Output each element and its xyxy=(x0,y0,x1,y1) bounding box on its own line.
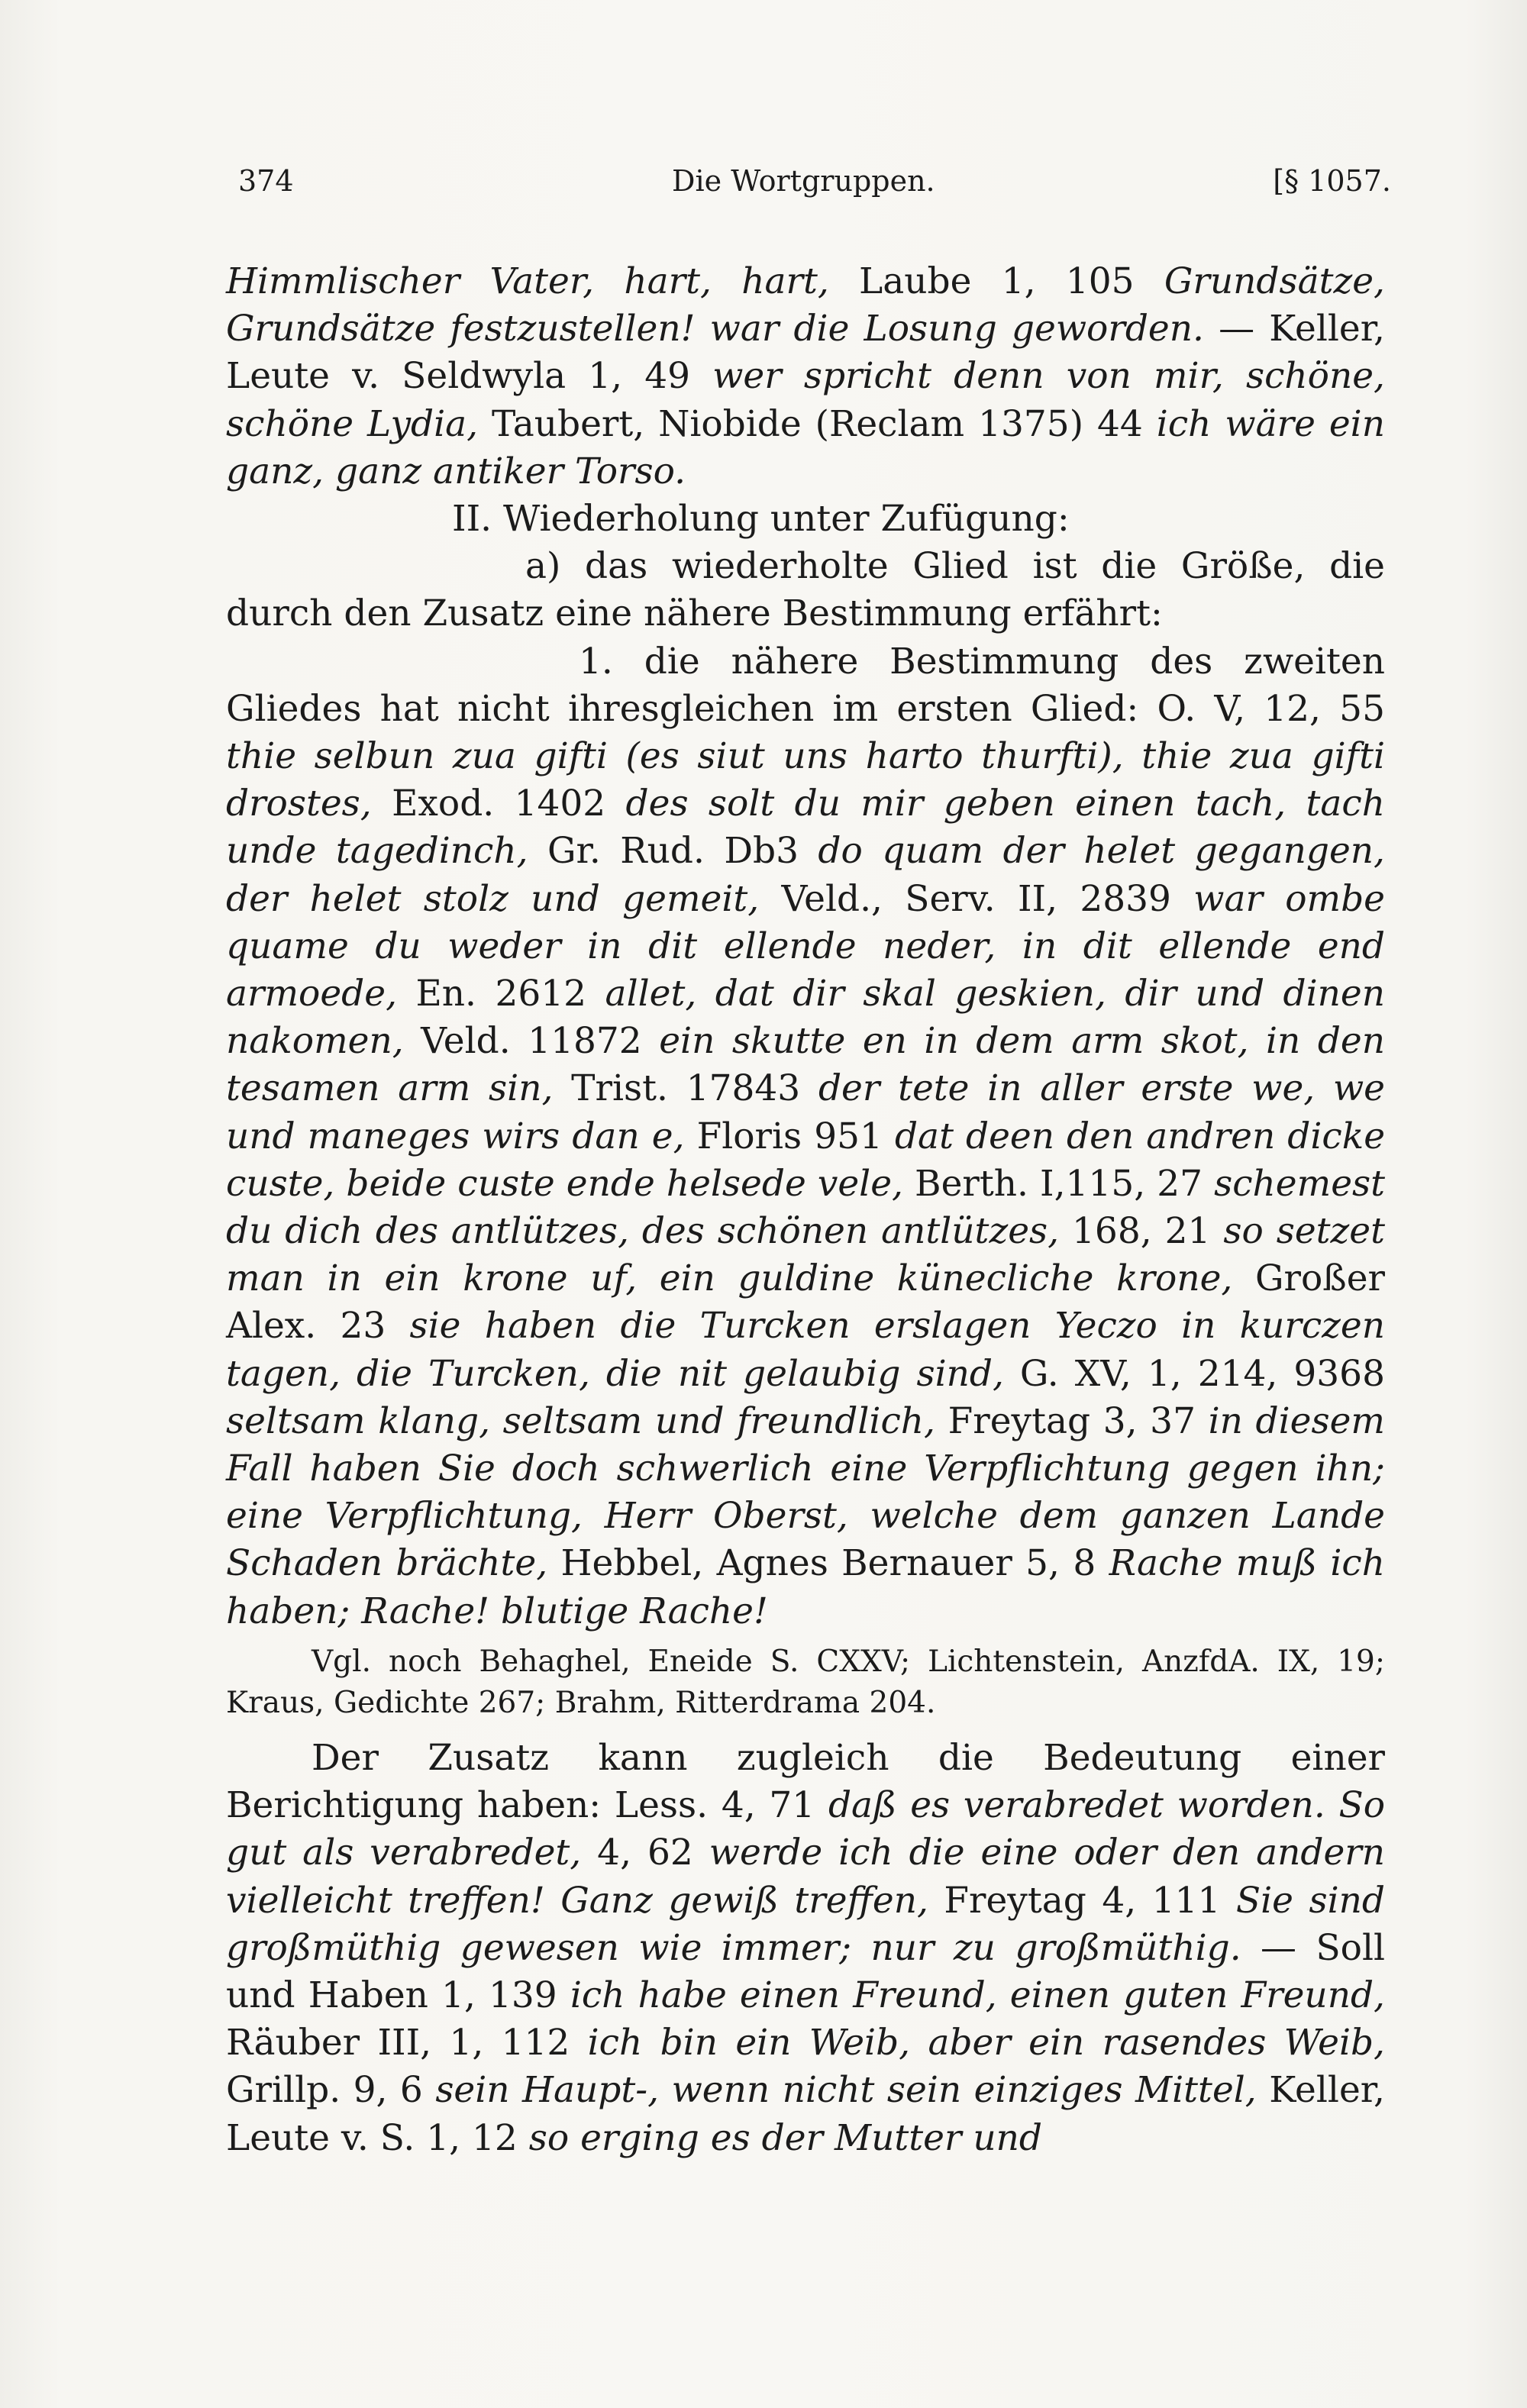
italic-quote: daß es verabredet worden. So gut als verabredet, xyxy=(226,1784,1385,1874)
footnote-references: Vgl. noch Behaghel, Eneide S. CXXV; Lichtenstein, AnzfdA. IX, 19; Kraus, Gedichte 267; Brahm, Ritterdrama 204. xyxy=(226,1644,1385,1720)
italic-quote: ein skutte en in dem arm skot, in den tesamen arm sin, xyxy=(226,1020,1386,1110)
citation-text: Berth. I,115, 27 xyxy=(902,1162,1215,1205)
italic-quote: werde ich die eine oder den andern vielleicht treffen! Ganz gewiß treffen, xyxy=(226,1832,1386,1922)
citation-text: Trist. 17843 xyxy=(553,1067,818,1110)
citation-text: Keller, Leute v. S. 1, 12 xyxy=(226,2069,1385,2159)
italic-quote: do quam der helet gegangen, der helet stolz und gemeit, xyxy=(226,830,1385,920)
citation-text: Freytag 4, 111 xyxy=(928,1879,1236,1922)
citation-text: Freytag 3, 37 xyxy=(935,1399,1209,1442)
italic-quote: schemest du dich des antlützes, des schönen antlützes, xyxy=(226,1162,1386,1253)
paragraph-examples-2 xyxy=(226,638,1385,1635)
italic-quote: so erging es der Mutter und xyxy=(528,2116,1042,2159)
italic-quote: allet, dat dir skal geskien, dir und dinen nakomen, xyxy=(226,973,1386,1063)
citation-text: Veld. 11872 xyxy=(403,1020,660,1063)
italic-quote: Rache muß ich haben; Rache! blutige Rache! xyxy=(226,1542,1386,1632)
running-title: Die Wortgruppen. xyxy=(672,164,935,198)
citation-text: — Soll und Haben 1, 139 xyxy=(226,1926,1386,2016)
italic-quote: in diesem Fall haben Sie doch schwerlich eine Verpflichtung gegen ihn; eine Verpflichtung, Herr Oberst, welche dem ganzen Lande Schaden brächte, xyxy=(226,1399,1385,1585)
citation-text: Grillp. 9, 6 xyxy=(226,2069,436,2112)
citation-text: En. 2612 xyxy=(397,973,605,1015)
citation-text: Exod. 1402 xyxy=(371,783,626,825)
citation-text: — Keller, Leute v. Seldwyla 1, 49 xyxy=(226,308,1385,398)
italic-quote: sein Haupt-, wenn nicht sein einziges Mittel, xyxy=(435,2069,1257,2112)
citation-text: 4, 62 xyxy=(581,1832,709,1874)
italic-quote: des solt du mir geben einen tach, tach unde tagedinch, xyxy=(226,783,1385,873)
italic-quote: ich bin ein Weib, aber ein rasendes Weib, xyxy=(587,2022,1385,2064)
italic-quote: ich wäre ein ganz, ganz antiker Torso. xyxy=(226,402,1385,492)
citation-text: Der Zusatz kann zugleich die Bedeutung einer Berichtigung haben: Less. 4, 71 xyxy=(226,1736,1385,1827)
italic-quote: wer spricht denn von mir, schöne, schöne Lydia, xyxy=(226,355,1385,445)
page-number: 374 xyxy=(238,164,294,198)
italic-quote: dat deen den andren dicke custe, beide custe ende helsede vele, xyxy=(226,1115,1386,1205)
citation-text: Veld., Serv. II, 2839 xyxy=(759,877,1194,920)
paragraph-examples-1 xyxy=(226,258,1385,495)
citation-text: Hebbel, Agnes Bernauer 5, 8 xyxy=(547,1542,1109,1585)
italic-quote: war ombe quame du weder in dit ellende neder, in dit ellende end armoede, xyxy=(226,877,1385,1015)
italic-quote: sie haben die Turcken erslagen Yeczo in kurczen tagen, die Turcken, die nit gelaubig sind, xyxy=(226,1305,1385,1395)
heading-ii: II. Wiederholung unter Zufügung: xyxy=(452,498,1070,541)
italic-quote: Himmlischer Vater, hart, hart, xyxy=(226,260,829,302)
page-body xyxy=(226,258,1385,2162)
subheading-a: a) das wiederholte Glied ist die Größe, die durch den Zusatz eine nähere Bestimmung erfährt: xyxy=(226,545,1385,635)
italic-quote: der tete in aller erste we, we und maneges wirs dan e, xyxy=(226,1067,1385,1157)
page-header xyxy=(238,164,1391,210)
citation-text: Großer Alex. 23 xyxy=(226,1257,1385,1348)
paragraph-examples-3 xyxy=(226,1735,1385,2162)
citation-text: 168, 21 xyxy=(1059,1210,1224,1253)
citation-text: Taubert, Niobide (Reclam 1375) 44 xyxy=(478,402,1157,445)
italic-quote: seltsam klang, seltsam und freundlich, xyxy=(226,1399,935,1442)
italic-quote: so setzet man in ein krone uf, ein guldine künecliche krone, xyxy=(226,1210,1385,1300)
citation-text: 1. die nähere Bestimmung des zweiten Gliedes hat nicht ihresgleichen im ersten Glied: O. V, 12, 55 xyxy=(226,640,1385,730)
citation-text: Floris 951 xyxy=(684,1115,895,1157)
italic-quote: Grundsätze, Grundsätze festzustellen! war die Losung geworden. xyxy=(226,260,1385,350)
citation-text: Laube 1, 105 xyxy=(828,260,1164,302)
section-number: [§ 1057. xyxy=(1273,164,1391,198)
italic-quote: ich habe einen Freund, einen guten Freund, xyxy=(570,1974,1385,2016)
citation-text: Gr. Rud. Db3 xyxy=(528,830,818,873)
italic-quote: Sie sind großmüthig gewesen wie immer; nur zu großmüthig. xyxy=(226,1879,1385,1969)
italic-quote: thie selbun zua gifti (es siut uns harto thurfti), thie zua gifti drostes, xyxy=(226,735,1385,825)
citation-text: G. XV, 1, 214, 9368 xyxy=(1003,1352,1385,1395)
citation-text: Räuber III, 1, 112 xyxy=(226,2022,588,2064)
